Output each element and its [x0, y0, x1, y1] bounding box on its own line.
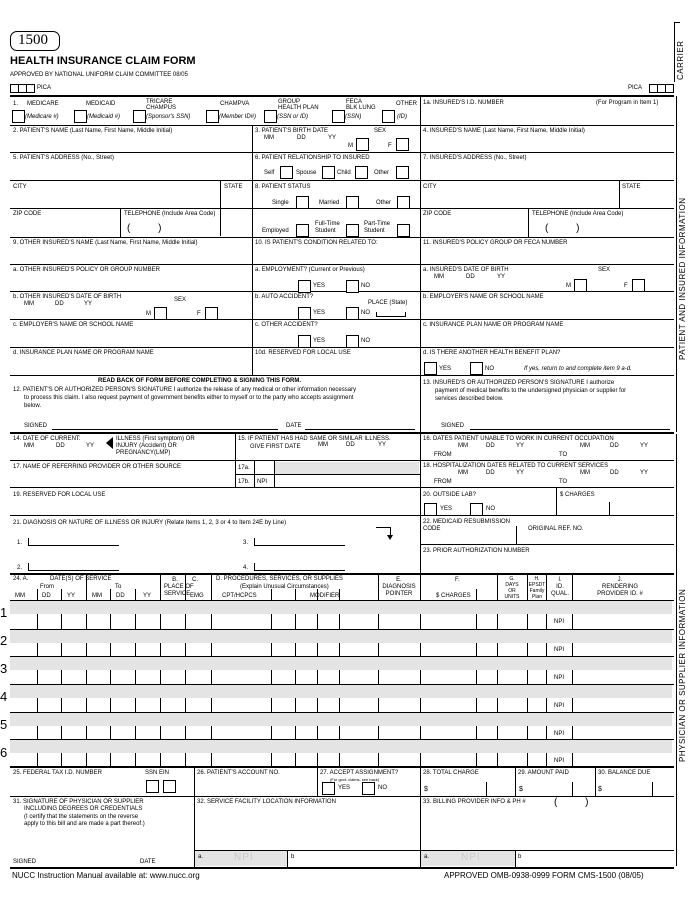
- service-row-3-qual: NPI: [554, 675, 565, 681]
- box11d-no: NO: [485, 366, 494, 372]
- box3-sex: SEX: [374, 128, 387, 134]
- box10c-no: NO: [361, 338, 370, 344]
- service-row-3-num: 3: [0, 661, 8, 676]
- box24-h: H. EPSDT Family Plan: [528, 576, 546, 600]
- box31-date: DATE: [140, 859, 156, 865]
- box6-self-check[interactable]: [280, 166, 293, 179]
- box11a-mm: MM: [434, 274, 444, 280]
- box24-e: E. DIAGNOSIS POINTER: [382, 577, 416, 597]
- box5-telephone: TELEPHONE (Include Area Code): [124, 211, 216, 217]
- box10b-yes: YES: [313, 310, 326, 316]
- box24-yy2: YY: [143, 593, 152, 599]
- box6-other-check[interactable]: [396, 166, 409, 179]
- box15-mm: MM: [318, 442, 328, 448]
- box1-champva-check[interactable]: [206, 110, 219, 123]
- box29-label: 29. AMOUNT PAID: [518, 770, 569, 776]
- box1-other-check[interactable]: [382, 110, 395, 123]
- box32b-label: b: [291, 854, 295, 860]
- box7-label: 7. INSURED'S ADDRESS (No., Street): [423, 155, 527, 161]
- box12-line3: below.: [24, 403, 42, 409]
- box19-label: 19. RESERVED FOR LOCAL USE: [13, 492, 106, 498]
- box11-label: 11. INSURED'S POLICY GROUP OR FECA NUMBER: [423, 240, 568, 246]
- box24-c: C.: [192, 577, 198, 583]
- diag-3-field[interactable]: [254, 538, 345, 546]
- box10a-no: NO: [361, 283, 370, 289]
- box26-label: 26. PATIENT'S ACCOUNT NO.: [197, 770, 280, 776]
- box3-f-check[interactable]: [396, 138, 409, 151]
- box14-dd: DD: [56, 443, 65, 449]
- box8-employed: Employed: [262, 228, 289, 234]
- box3-dd: DD: [297, 135, 306, 141]
- box5-city: CITY: [13, 184, 27, 190]
- box1-medicare-sub: (Medicare #): [25, 114, 59, 120]
- box5-label: 5. PATIENT'S ADDRESS (No., Street): [13, 155, 114, 161]
- box32a-npi: NPI: [234, 852, 254, 863]
- box24-f-charges: $ CHARGES: [436, 593, 471, 599]
- box11c-label: c. INSURANCE PLAN NAME OR PROGRAM NAME: [423, 322, 564, 328]
- box13-line2: payment of medical benefits to the undersigned physician or supplier for: [435, 388, 627, 394]
- box6-label: 6. PATIENT RELATIONSHIP TO INSURED: [255, 155, 370, 161]
- box33b-label: b: [518, 854, 522, 860]
- box18-to: TO: [559, 479, 568, 485]
- box3-f: F: [388, 143, 392, 149]
- box4-label: 4. INSURED'S NAME (Last Name, First Name, Middle Initial): [423, 128, 585, 134]
- box10a-yes-check[interactable]: [298, 280, 311, 293]
- box25-ein-check[interactable]: [163, 780, 176, 793]
- box24-a: 24. A.: [13, 576, 29, 582]
- box7-telephone: TELEPHONE (Include Area Code): [532, 211, 624, 217]
- box18-from: FROM: [434, 479, 452, 485]
- form-number: 1500: [18, 32, 48, 48]
- box1-num: 1.: [13, 101, 19, 107]
- box10b-place-field[interactable]: [376, 312, 406, 317]
- box7-zip: ZIP CODE: [423, 211, 452, 217]
- approved-note: APPROVED BY NATIONAL UNIFORM CLAIM COMMITTEE 08/05: [10, 72, 188, 78]
- box20-yes: YES: [440, 506, 453, 512]
- box10c-yes: YES: [313, 338, 326, 344]
- box16-from: FROM: [434, 452, 452, 458]
- box24-g: G. DAYS OR UNITS: [504, 576, 520, 600]
- diag-2: 2.: [17, 565, 23, 571]
- box1-group-sub: (SSN or ID): [277, 114, 309, 120]
- box6-other: Other: [374, 170, 390, 176]
- service-row-1-num: 1: [0, 605, 8, 620]
- box6-spouse: Spouse: [296, 170, 317, 176]
- box11a-sex: SEX: [598, 267, 611, 273]
- box24-modifier: MODIFIER: [310, 593, 340, 599]
- carrier-label: CARRIER: [676, 40, 685, 80]
- box10b-no: NO: [361, 310, 370, 316]
- diag-4-field[interactable]: [254, 563, 345, 571]
- service-row-2-qual: NPI: [554, 647, 565, 653]
- box27-label: 27. ACCEPT ASSIGNMENT?: [320, 770, 399, 776]
- box27-no: NO: [378, 785, 387, 791]
- box16-yy2: YY: [640, 443, 649, 449]
- box5-state: STATE: [224, 184, 243, 190]
- box24-mm2: MM: [92, 593, 102, 599]
- box22-label: 22. MEDICAID RESUBMISSION CODE: [423, 519, 511, 532]
- box9c-label: c. EMPLOYER'S NAME OR SCHOOL NAME: [13, 322, 134, 328]
- box25-ssn-ein: SSN EIN: [145, 770, 170, 776]
- box24-cpt: CPT/HCPCS: [222, 593, 257, 599]
- box1a-label: 1a. INSURED'S I.D. NUMBER: [423, 100, 504, 106]
- box9-label: 9. OTHER INSURED'S NAME (Last Name, First Name, Middle Initial): [13, 240, 198, 246]
- box24-d: D. PROCEDURES, SERVICES, OR SUPPLIES: [216, 576, 343, 582]
- box1-group-check[interactable]: [264, 110, 277, 123]
- box28-label: 28. TOTAL CHARGE: [423, 770, 479, 776]
- box16-mm1: MM: [458, 443, 468, 449]
- box9d-label: d. INSURANCE PLAN NAME OR PROGRAM NAME: [13, 350, 154, 356]
- box3-m: M: [348, 143, 353, 149]
- service-row-5-num: 5: [0, 717, 8, 732]
- box8-single-check[interactable]: [296, 196, 309, 209]
- box10b-no-check[interactable]: [346, 307, 359, 320]
- box15-yy: YY: [378, 442, 387, 448]
- box1a-note: (For Program in Item 1): [596, 100, 659, 106]
- box31-l3: (I certify that the statements on the reverse: [24, 814, 139, 820]
- box31-signed: SIGNED: [13, 859, 37, 865]
- diag-3: 3.: [243, 540, 249, 546]
- box11a-label: a. INSURED'S DATE OF BIRTH: [423, 267, 509, 273]
- box17b-label: 17b.: [238, 479, 250, 485]
- box24-yy1: YY: [67, 593, 76, 599]
- box11d-label: d. IS THERE ANOTHER HEALTH BENEFIT PLAN?: [423, 350, 561, 356]
- box8-married: Married: [319, 200, 340, 206]
- box9b-label: b. OTHER INSURED'S DATE OF BIRTH: [13, 294, 122, 300]
- diag-1: 1.: [17, 540, 23, 546]
- box1-other-sub: (ID): [397, 114, 407, 120]
- service-row-1-qual: NPI: [554, 619, 565, 625]
- box6-spouse-check[interactable]: [322, 166, 335, 179]
- box1-feca-check[interactable]: [332, 110, 345, 123]
- box27-yes-check[interactable]: [322, 782, 335, 795]
- pica-left-label: PICA: [37, 85, 52, 91]
- box20-label: 20. OUTSIDE LAB?: [423, 492, 477, 498]
- box13-line3: services described below.: [435, 396, 504, 402]
- box31-l2: INCLUDING DEGREES OR CREDENTIALS: [24, 806, 143, 812]
- box7-state: STATE: [622, 184, 641, 190]
- box24-b: B. PLACE OF SERVICE: [164, 577, 194, 597]
- box11d-no-check[interactable]: [470, 362, 483, 375]
- pica-right-box-3[interactable]: [665, 84, 674, 93]
- box18-mm1: MM: [458, 470, 468, 476]
- box10c-no-check[interactable]: [346, 335, 359, 348]
- box1-tricare-check[interactable]: [133, 110, 146, 123]
- box24-dates: DATE(S) OF SERVICE: [50, 576, 112, 582]
- box1-champva-sub: (Member ID#): [219, 114, 257, 120]
- box25-label: 25. FEDERAL TAX I.D. NUMBER: [13, 770, 102, 776]
- box8-parttime-check[interactable]: [397, 224, 410, 237]
- box18-label: 18. HOSPITALIZATION DATES RELATED TO CURRENT SERVICES: [423, 463, 609, 469]
- box12-signed: SIGNED: [24, 423, 48, 429]
- box16-to: TO: [559, 452, 568, 458]
- box9b-dd: DD: [55, 301, 64, 307]
- box15-label: 15. IF PATIENT HAS HAD SAME OR SIMILAR ILLNESS.: [238, 436, 391, 442]
- box10c-label: c. OTHER ACCIDENT?: [255, 322, 318, 328]
- service-row-5-qual: NPI: [554, 731, 565, 737]
- box1-champva-label: CHAMPVA: [220, 101, 250, 107]
- box31-l4: apply to this bill and are made a part thereof.): [24, 821, 145, 827]
- box15-dd: DD: [346, 442, 355, 448]
- box16-label: 16. DATES PATIENT UNABLE TO WORK IN CURRENT OCCUPATION: [423, 436, 614, 442]
- service-row-4-qual: NPI: [554, 703, 565, 709]
- box2-label: 2. PATIENT'S NAME (Last Name, First Name, Middle Initial): [13, 128, 173, 134]
- box1-medicare-check[interactable]: [12, 110, 25, 123]
- box8-label: 8. PATIENT STATUS: [255, 184, 311, 190]
- box20-charges: $ CHARGES: [560, 492, 595, 498]
- box24-j: J. RENDERING PROVIDER ID. #: [597, 577, 643, 597]
- box18-yy2: YY: [640, 470, 649, 476]
- box3-yy: YY: [328, 135, 337, 141]
- box1-other-label: OTHER: [396, 101, 417, 107]
- box13-line1: 13. INSURED'S OR AUTHORIZED PERSON'S SIGNATURE I authorize: [423, 380, 615, 386]
- box14-yy: YY: [86, 443, 95, 449]
- box9b-f-check[interactable]: [205, 307, 218, 320]
- box5-zip: ZIP CODE: [13, 211, 42, 217]
- box6-self: Self: [264, 170, 275, 176]
- box14-arrow: [106, 437, 113, 449]
- box10a-yes: YES: [313, 283, 326, 289]
- box1-medicaid-check[interactable]: [74, 110, 87, 123]
- box12-line1: 12. PATIENT'S OR AUTHORIZED PERSON'S SIGNATURE I authorize the release of any medical or other information necessary: [13, 387, 357, 393]
- box21-label: 21. DIAGNOSIS OR NATURE OF ILLNESS OR INJURY (Relate Items 1, 2, 3 or 4 to Item 24E by Line): [13, 520, 287, 526]
- box20-no-check[interactable]: [470, 503, 483, 516]
- box8-other: Other: [376, 200, 392, 206]
- box1-tricare-sub: (Sponsor's SSN): [146, 114, 191, 120]
- box10a-label: a. EMPLOYMENT? (Current or Previous): [255, 267, 365, 273]
- box16-dd2: DD: [610, 443, 619, 449]
- box11a-f: F: [624, 283, 628, 289]
- box1-medicaid-label: MEDICAID: [86, 101, 116, 107]
- box28-dollar: $: [424, 786, 428, 793]
- box33-phone-paren: ( ): [554, 797, 589, 808]
- box17b-npi: NPI: [257, 479, 268, 485]
- box11a-f-check[interactable]: [632, 279, 645, 292]
- box16-dd1: DD: [486, 443, 495, 449]
- box8-married-check[interactable]: [346, 196, 359, 209]
- box24-to: To: [115, 584, 122, 590]
- box30-dollar: $: [598, 786, 602, 793]
- box8-parttime: Part-Time Student: [364, 221, 391, 234]
- service-row-6-qual: NPI: [554, 758, 565, 764]
- box11a-m: M: [566, 283, 571, 289]
- footer-left: NUCC Instruction Manual available at: www.nucc.org: [12, 871, 200, 880]
- box29-dollar: $: [519, 786, 523, 793]
- box18-yy1: YY: [516, 470, 525, 476]
- box33-label: 33. BILLING PROVIDER INFO & PH #: [423, 799, 526, 805]
- box16-yy1: YY: [516, 443, 525, 449]
- box25-ssn-check[interactable]: [146, 780, 159, 793]
- box9b-sex: SEX: [174, 297, 187, 303]
- box18-dd2: DD: [610, 470, 619, 476]
- box1-medicare-label: MEDICARE: [27, 101, 59, 107]
- box20-yes-check[interactable]: [424, 503, 437, 516]
- box10b-place: PLACE (State): [368, 300, 408, 306]
- box11d-yes-check[interactable]: [424, 362, 437, 375]
- box9b-m: M: [146, 311, 151, 317]
- box24-from: From: [40, 584, 54, 590]
- box9b-f: F: [197, 311, 201, 317]
- pica-right-label: PICA: [628, 85, 643, 91]
- box8-fulltime: Full-Time Student: [315, 221, 340, 234]
- box18-mm2: MM: [580, 470, 590, 476]
- box9b-yy: YY: [84, 301, 93, 307]
- box32a-label: a.: [198, 854, 204, 860]
- box20-no: NO: [486, 506, 495, 512]
- box32-label: 32. SERVICE FACILITY LOCATION INFORMATION: [197, 799, 336, 805]
- diag-2-field[interactable]: [28, 563, 119, 571]
- box16-mm2: MM: [580, 443, 590, 449]
- box6-child-check[interactable]: [355, 166, 368, 179]
- box24-mm1: MM: [15, 593, 25, 599]
- patient-section-label: PATIENT AND INSURED INFORMATION: [678, 197, 687, 360]
- box3-m-check[interactable]: [356, 138, 369, 151]
- readback-note: READ BACK OF FORM BEFORE COMPLETING & SIGNING THIS FORM.: [98, 378, 301, 384]
- physician-section-label: PHYSICIAN OR SUPPLIER INFORMATION: [678, 588, 687, 762]
- pica-left-box-3[interactable]: [26, 84, 35, 93]
- box8-fulltime-check[interactable]: [346, 224, 359, 237]
- box27-note: (For govt. claims, see back): [330, 777, 380, 782]
- box18-dd1: DD: [486, 470, 495, 476]
- box10b-label: b. AUTO ACCIDENT?: [255, 294, 314, 300]
- box15-label2: GIVE FIRST DATE: [250, 444, 301, 450]
- box3-mm: MM: [264, 135, 274, 141]
- box24-f: F.: [455, 577, 460, 583]
- box9b-m-check[interactable]: [154, 307, 167, 320]
- box24-emg: EMG: [190, 593, 204, 599]
- service-row-2-num: 2: [0, 633, 8, 648]
- box11a-yy: YY: [497, 274, 506, 280]
- box23-label: 23. PRIOR AUTHORIZATION NUMBER: [423, 548, 530, 554]
- box11a-m-check[interactable]: [574, 279, 587, 292]
- box7-phone-paren: ( ): [545, 223, 580, 234]
- box11d-note: If yes, return to and complete item 9 a-d.: [524, 366, 632, 372]
- box24-dd1: DD: [42, 593, 51, 599]
- box1-medicaid-sub: (Medicaid #): [87, 114, 121, 120]
- box14-mm: MM: [24, 443, 34, 449]
- box13-signed: SIGNED: [441, 423, 465, 429]
- form-title: HEALTH INSURANCE CLAIM FORM: [10, 55, 196, 67]
- box6-child: Child: [337, 170, 351, 176]
- box1-feca-sub: (SSN): [345, 114, 362, 120]
- diag-4: 4.: [243, 565, 249, 571]
- box33a-label: a.: [424, 854, 430, 860]
- box11a-dd: DD: [466, 274, 475, 280]
- footer-right: APPROVED OMB-0938-0999 FORM CMS-1500 (08/05): [444, 871, 644, 880]
- box24-dd2: DD: [116, 593, 125, 599]
- box9a-label: a. OTHER INSURED'S POLICY OR GROUP NUMBER: [13, 267, 160, 273]
- box27-no-check[interactable]: [362, 782, 375, 795]
- box10a-no-check[interactable]: [346, 280, 359, 293]
- service-row-4-num: 4: [0, 689, 8, 704]
- box8-single: Single: [272, 200, 289, 206]
- box31-l1: 31. SIGNATURE OF PHYSICIAN OR SUPPLIER: [13, 799, 144, 805]
- box8-employed-check[interactable]: [296, 224, 309, 237]
- box33a-npi: NPI: [461, 852, 481, 863]
- box1-group-label: GROUP HEALTH PLAN: [278, 99, 319, 111]
- box22-orig: ORIGINAL REF. NO.: [528, 526, 584, 532]
- box1-tricare-label: TRICARE CHAMPUS: [146, 99, 177, 111]
- box7-city: CITY: [423, 184, 437, 190]
- box24-d2: (Explain Unusual Circumstances): [240, 584, 329, 590]
- box10-label: 10. IS PATIENT'S CONDITION RELATED TO:: [255, 240, 378, 246]
- box12-line2: to process this claim. I also request payment of government benefits either to myself or to the party who accepts assignment: [24, 395, 354, 401]
- box11d-yes: YES: [439, 366, 452, 372]
- box10c-yes-check[interactable]: [298, 335, 311, 348]
- box21-arrow-head: [387, 535, 393, 540]
- box9b-mm: MM: [24, 301, 34, 307]
- box10d-label: 10d. RESERVED FOR LOCAL USE: [255, 350, 351, 356]
- service-row-6-num: 6: [0, 745, 8, 760]
- box30-label: 30. BALANCE DUE: [598, 770, 651, 776]
- box8-other-check[interactable]: [397, 196, 410, 209]
- box3-label: 3. PATIENT'S BIRTH DATE: [255, 128, 329, 134]
- box17a-label: 17a.: [238, 465, 250, 471]
- box14-label: 14. DATE OF CURRENT:: [13, 436, 81, 442]
- box5-phone-paren: ( ): [127, 223, 162, 234]
- box11b-label: b. EMPLOYER'S NAME OR SCHOOL NAME: [423, 294, 544, 300]
- box14-right: ILLNESS (First symptom) OR INJURY (Accident) OR PREGNANCY(LMP): [116, 436, 195, 456]
- box1-feca-label: FECA BLK LUNG: [346, 99, 376, 111]
- box24-i: I. ID. QUAL.: [550, 577, 569, 597]
- box27-yes: YES: [338, 785, 351, 791]
- box10b-yes-check[interactable]: [298, 307, 311, 320]
- diag-1-field[interactable]: [28, 538, 119, 546]
- box17-label: 17. NAME OF REFERRING PROVIDER OR OTHER SOURCE: [13, 464, 182, 470]
- box12-date: DATE: [286, 423, 302, 429]
